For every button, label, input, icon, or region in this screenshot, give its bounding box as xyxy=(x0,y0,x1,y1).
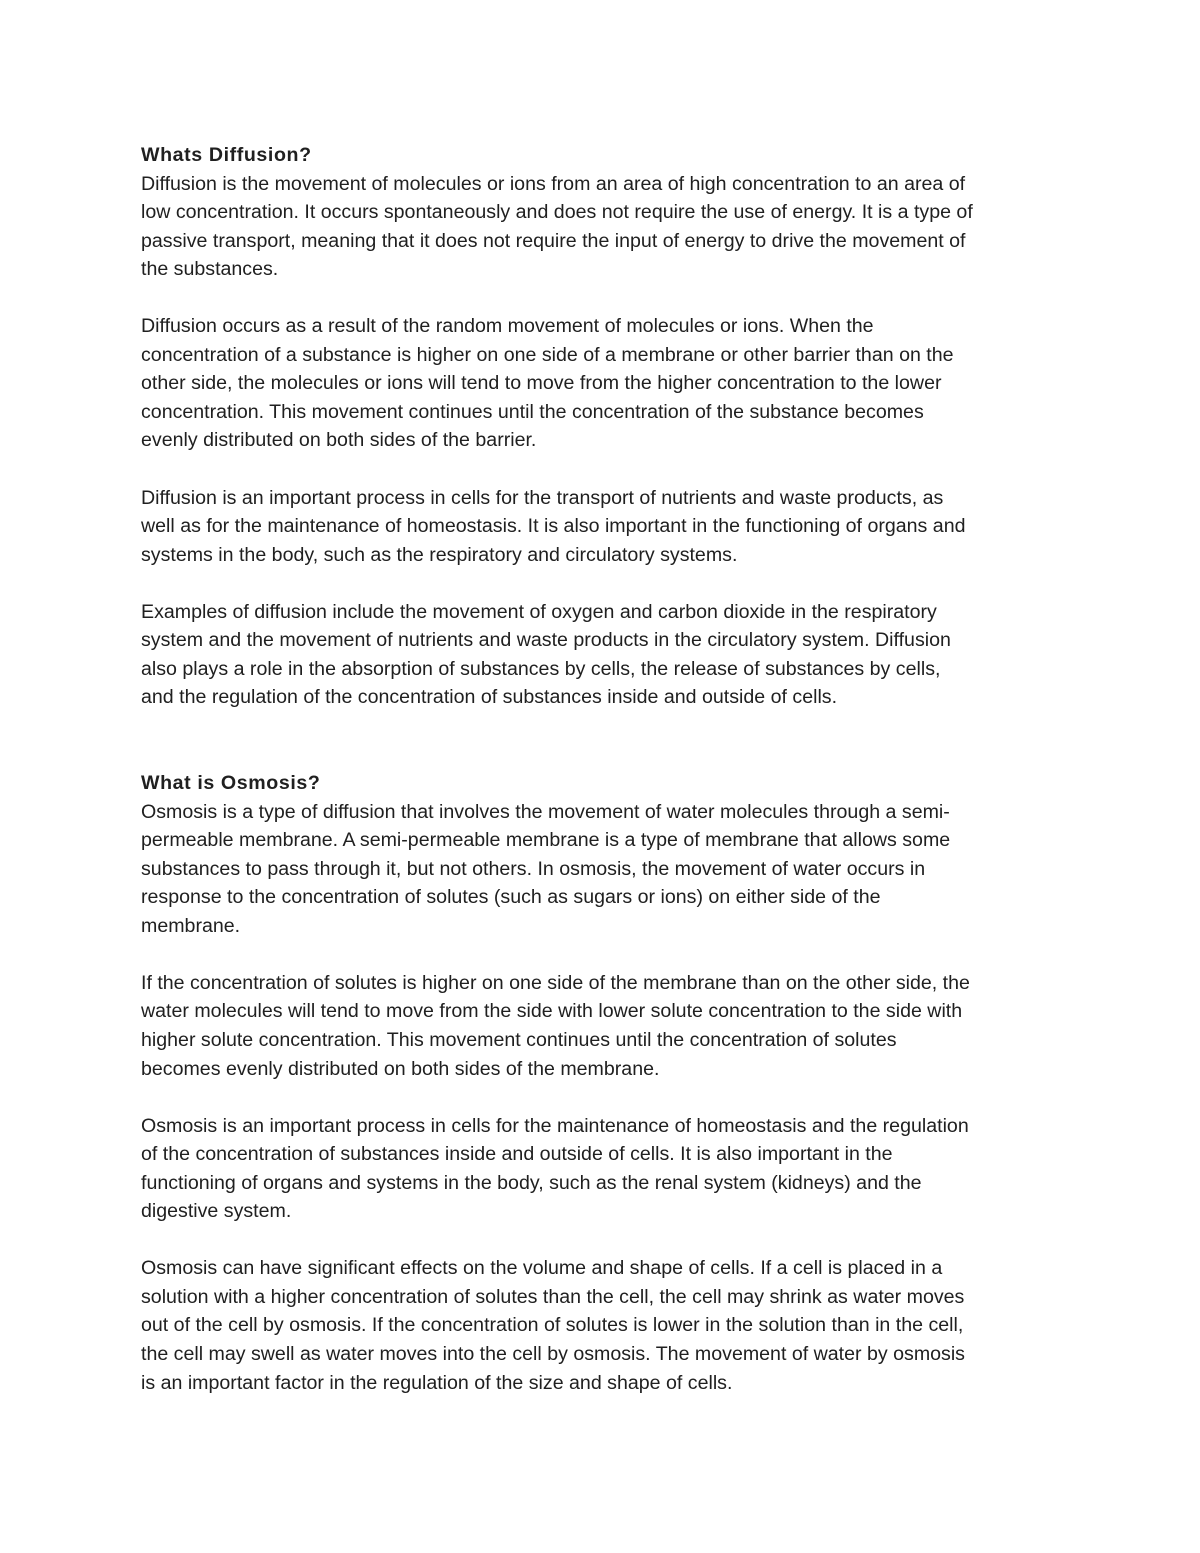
paragraph-spacer xyxy=(141,1083,1066,1112)
paragraph-spacer xyxy=(141,940,1066,969)
document-body xyxy=(141,141,1066,1397)
section-diffusion xyxy=(141,141,1066,712)
paragraph-spacer xyxy=(141,284,1066,313)
paragraph: Osmosis is a type of diffusion that involves the movement of water molecules through a semi- permeable membrane. A semi-permeable membrane is a type of membrane that allows some substances to pass through it, but not others. In osmosis, the movement of water occurs in response to the concentration of solutes (such as sugars or ions) on either side of the membrane. xyxy=(141,800,951,937)
paragraph-spacer xyxy=(141,569,1066,598)
section-heading: Whats Diffusion? xyxy=(141,144,312,166)
paragraph: Examples of diffusion include the movement of oxygen and carbon dioxide in the respiratory system and the movement of nutrients and waste products in the circulatory system. Diffusion also plays a role in the absorption of substances by cells, the release of substances by cells, and the regulation of the concentration of substances inside and outside of cells. xyxy=(141,600,951,709)
paragraph: Diffusion is the movement of molecules or ions from an area of high concentration to an area of low concentration. It occurs spontaneously and does not require the use of energy. It is a type of passive transport, meaning that it does not require the input of energy to drive the movement of the substances. xyxy=(141,172,973,281)
paragraph-spacer xyxy=(141,1226,1066,1255)
paragraph: If the concentration of solutes is higher on one side of the membrane than on the other side, the water molecules will tend to move from the side with lower solute concentration to the side with higher solute concentration. This movement continues until the concentration of solutes becomes evenly distributed on both sides of the membrane. xyxy=(141,971,970,1080)
paragraph: Diffusion is an important process in cells for the transport of nutrients and waste products, as well as for the maintenance of homeostasis. It is also important in the functioning of organs and systems in the body, such as the respiratory and circulatory systems. xyxy=(141,486,966,566)
section-heading: What is Osmosis? xyxy=(141,772,321,795)
paragraph: Osmosis is an important process in cells for the maintenance of homeostasis and the regulation of the concentration of substances inside and outside of cells. It is also important in the functioning of organs and systems in the body, such as the renal system (kidneys) and the digestive system. xyxy=(141,1114,969,1223)
paragraph: Osmosis can have significant effects on the volume and shape of cells. If a cell is placed in a solution with a higher concentration of solutes than the cell, the cell may shrink as water moves out of the cell by osmosis. If the concentration of solutes is lower in the solution than in the cell, the cell may swell as water moves into the cell by osmosis. The movement of water by osmosis is an important factor in the regulation of the size and shape of cells. xyxy=(141,1257,965,1394)
section-spacer xyxy=(141,712,1066,769)
paragraph-spacer xyxy=(141,455,1066,484)
section-osmosis xyxy=(141,769,1066,1397)
paragraph: Diffusion occurs as a result of the random movement of molecules or ions. When the concentration of a substance is higher on one side of a membrane or other barrier than on the other side, the molecules or ions will tend to move from the higher concentration to the lower concentration. This movement continues until the concentration of the substance becomes evenly distributed on both sides of the barrier. xyxy=(141,315,954,452)
